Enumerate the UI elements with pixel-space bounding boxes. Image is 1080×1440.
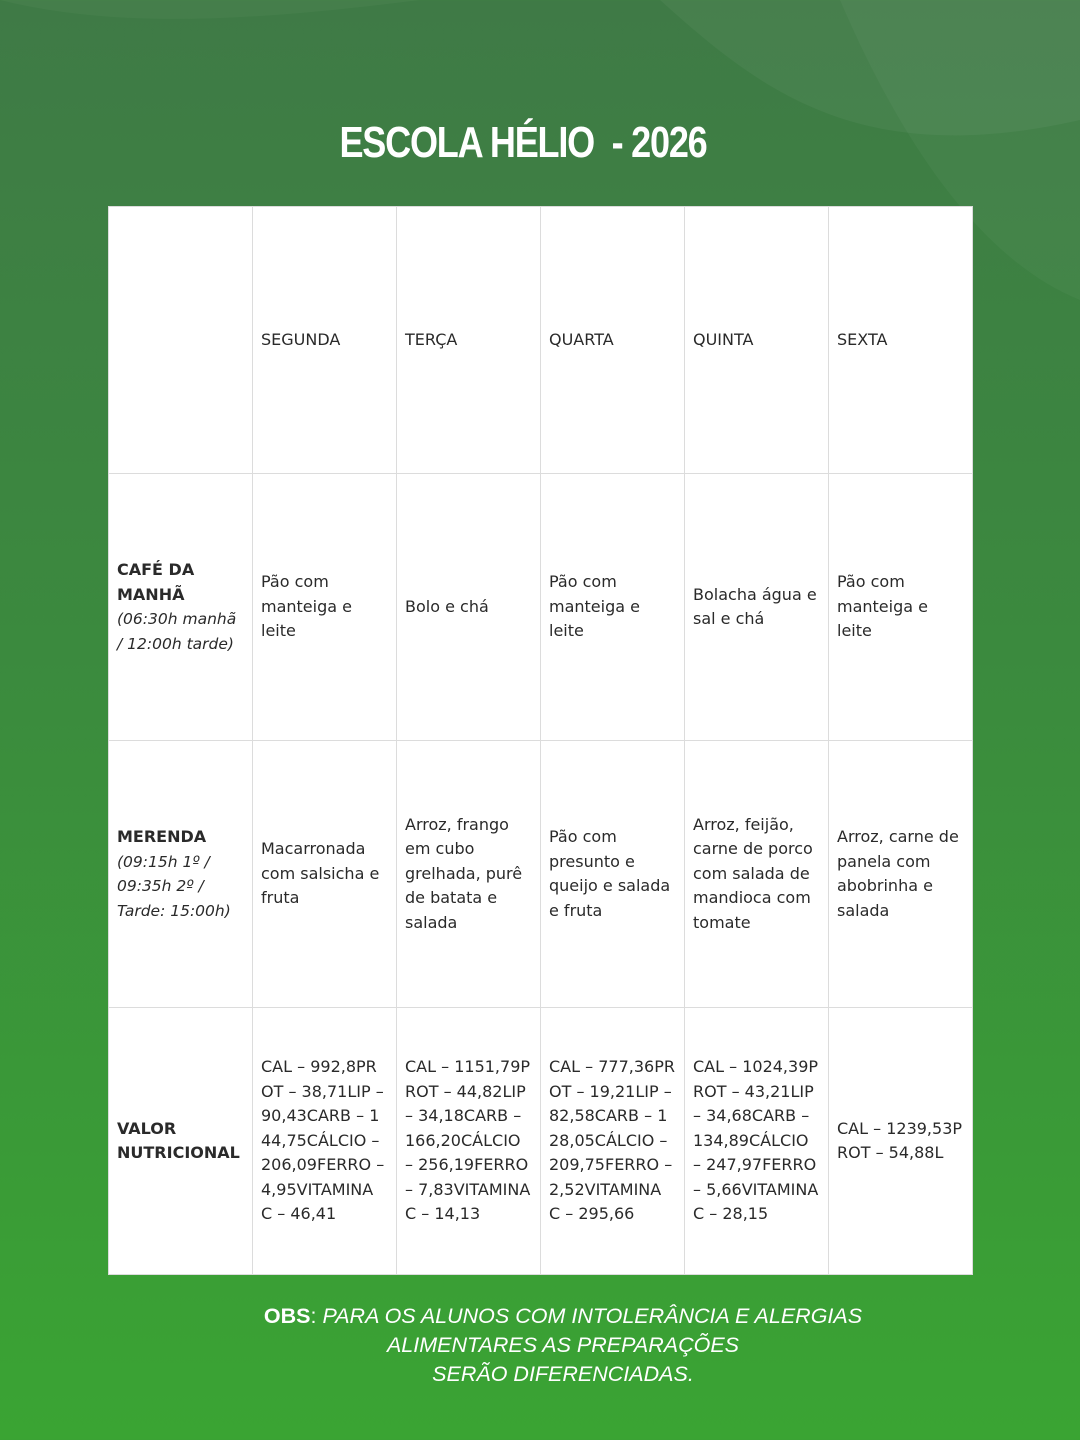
- header-empty-cell: [109, 207, 253, 474]
- row-label-time: (06:30h manhã / 12:00h tarde): [117, 610, 237, 653]
- row-label-breakfast: [109, 474, 253, 741]
- header-day-thursday: QUINTA: [685, 207, 829, 474]
- table-cell: CAL – 992,8PROT – 38,71LIP – 90,43CARB – 144,75CÁLCIO – 206,09FERRO – 4,95VITAMINA C – 46,41: [253, 1008, 397, 1275]
- table-cell: Arroz, carne de panela com abobrinha e salada: [829, 741, 973, 1008]
- table-header-row: [109, 207, 973, 474]
- page-title: ESCOLA HÉLIO - 2026: [339, 118, 707, 167]
- row-label-snack: [109, 741, 253, 1008]
- table-cell: CAL – 1024,39PROT – 43,21LIP – 34,68CARB – 134,89CÁLCIO – 247,97FERRO – 5,66VITAMINA C – 28,15: [685, 1008, 829, 1275]
- header-day-monday: SEGUNDA: [253, 207, 397, 474]
- table-cell: Bolo e chá: [397, 474, 541, 741]
- row-label-title: MERENDA: [117, 827, 207, 846]
- header-day-friday: SEXTA: [829, 207, 973, 474]
- observation-note: [0, 1302, 1080, 1389]
- table-row-breakfast: [109, 474, 973, 741]
- row-label-title: VALOR NUTRICIONAL: [117, 1118, 240, 1162]
- observation-line-3: [0, 1360, 1080, 1389]
- table-cell: CAL – 777,36PROT – 19,21LIP – 82,58CARB – 128,05CÁLCIO – 209,75FERRO – 2,52VITAMINA C – 295,66: [541, 1008, 685, 1275]
- table-row-nutrition: [109, 1008, 973, 1275]
- table-cell: Arroz, frango em cubo grelhada, purê de batata e salada: [397, 741, 541, 1008]
- observation-label: OBS: [263, 1304, 311, 1328]
- row-label-nutrition: [109, 1008, 253, 1275]
- table-row-snack: [109, 741, 973, 1008]
- observation-text-1: PARA OS ALUNOS COM INTOLERÂNCIA E ALERGIAS: [316, 1304, 863, 1328]
- table-cell: Macarronada com salsicha e fruta: [253, 741, 397, 1008]
- header-day-wednesday: QUARTA: [541, 207, 685, 474]
- observation-text-2: ALIMENTARES AS PREPARAÇÕES: [386, 1333, 740, 1357]
- table-cell: Pão com manteiga e leite: [253, 474, 397, 741]
- table-cell: Pão com manteiga e leite: [829, 474, 973, 741]
- observation-line-2: [0, 1331, 1080, 1360]
- header-day-tuesday: TERÇA: [397, 207, 541, 474]
- table-cell: Bolacha água e sal e chá: [685, 474, 829, 741]
- table-cell: CAL – 1151,79PROT – 44,82LIP – 34,18CARB – 166,20CÁLCIO – 256,19FERRO – 7,83VITAMINA C – 14,13: [397, 1008, 541, 1275]
- table-cell: Pão com presunto e queijo e salada e fruta: [541, 741, 685, 1008]
- table-cell: Arroz, feijão, carne de porco com salada de mandioca com tomate: [685, 741, 829, 1008]
- menu-table: [108, 206, 973, 1275]
- table-cell: CAL – 1239,53PROT – 54,88L: [829, 1008, 973, 1275]
- row-label-title: CAFÉ DA MANHÃ: [117, 560, 195, 604]
- observation-text-3: SERÃO DIFERENCIADAS.: [432, 1362, 694, 1386]
- table-cell: Pão com manteiga e leite: [541, 474, 685, 741]
- row-label-time: (09:15h 1º / 09:35h 2º / Tarde: 15:00h): [117, 852, 231, 920]
- observation-line-1: [0, 1302, 1080, 1331]
- observation-separator: :: [310, 1304, 317, 1328]
